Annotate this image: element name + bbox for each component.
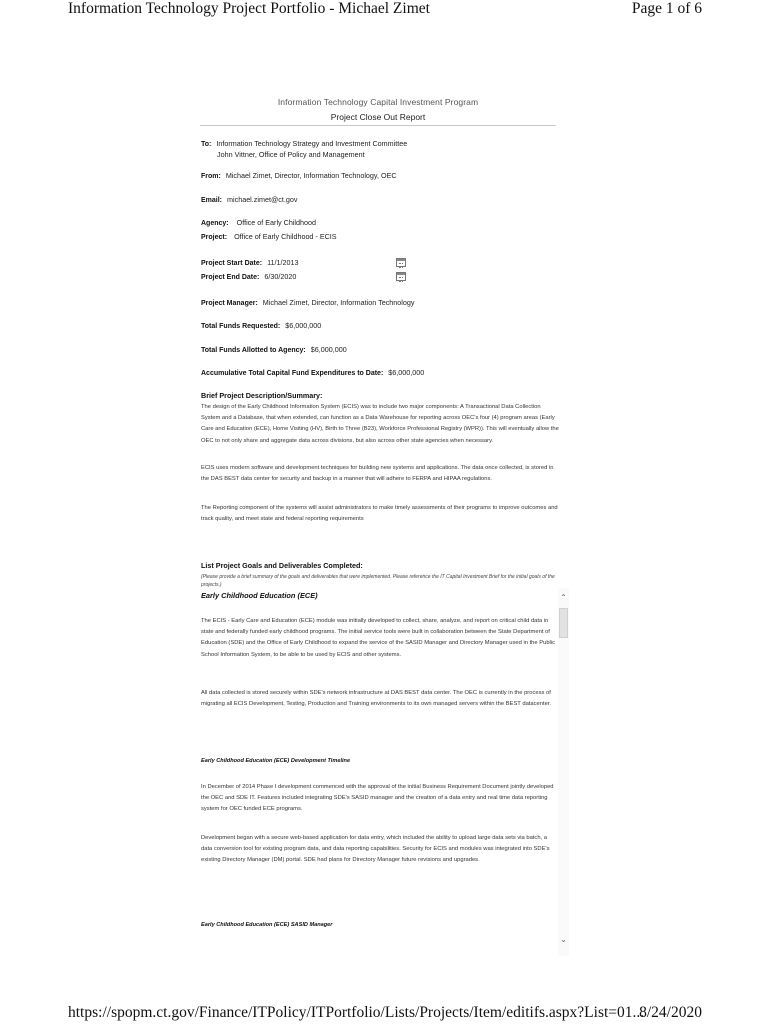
- chevron-up-icon[interactable]: ⌃: [560, 593, 567, 602]
- to-value-line-2: John Vittner, Office of Policy and Management: [217, 150, 365, 159]
- end-date-value: 6/30/2020: [264, 272, 297, 281]
- project-label: Project:: [201, 234, 228, 241]
- ece-timeline-subheading: Early Childhood Education (ECE) Development Timeline: [201, 758, 351, 764]
- print-footer-url: https://spopm.ct.gov/Finance/ITPolicy/ITPortfolio/Lists/Projects/Item/editifs.aspx?List=01...: [68, 1004, 645, 1021]
- expenditures-field: [201, 368, 424, 377]
- ece-paragraph-2: All data collected is stored securely within SDE's network infrastructure at DAS BEST data center. The OEC is currently in the process of migrating all ECIS Development, Testing, Production and Training environments to its own managed servers within the BEST datacenter.: [201, 690, 552, 708]
- from-label: From:: [201, 173, 221, 180]
- description-paragraph-2: ECIS uses modern software and development techniques for building new systems and applications. The data once collected, is stored in the DAS BEST data center for security and backup in a manner that will adhere to FERPA and HIPAA regulations.: [201, 465, 554, 483]
- start-date-value: 11/1/2013: [267, 258, 299, 267]
- goals-note: (Please provide a brief summary of the goals and deliverables that were implemented. Please reference the IT Capital Investment Brief for the initial goals of the projects.): [201, 574, 555, 588]
- agency-label: Agency:: [201, 220, 229, 227]
- print-footer-date: 8/24/2020: [639, 1004, 702, 1021]
- print-header: [68, 0, 702, 22]
- print-header-title: Information Technology Project Portfolio - Michael Zimet: [68, 0, 430, 17]
- description-heading: Brief Project Description/Summary:: [201, 391, 323, 400]
- agency-field: [201, 218, 316, 227]
- title-divider: [200, 125, 556, 126]
- expenditures-value: $6,000,000: [388, 368, 425, 377]
- ece-section-title: Early Childhood Education (ECE): [201, 591, 318, 600]
- to-label: To:: [201, 141, 212, 148]
- report-header: [200, 97, 556, 126]
- print-footer: [68, 1004, 702, 1024]
- email-value: michael.zimet@ct.gov: [227, 195, 298, 204]
- ece-paragraph-4: Development began with a secure web-based application for data entry, which included the ability to upload large data sets via batch, a data conversion tool for existing program data, and data reporting capabilities. Security for ECIS and modules was integrated into SDE's existing Directory Manager (DM) portal. SDE had plans for Directory Manager future revisions and upgrades.: [201, 835, 550, 864]
- from-field: [201, 171, 397, 180]
- ece-sasid-subheading: Early Childhood Education (ECE) SASID Manager: [201, 922, 333, 928]
- description-paragraph-1: The design of the Early Childhood Information System (ECIS) was to include two major components: A Transactional Data Collection System and a Database, that when extended, can function as a Data Warehouse for reporting across OEC's four (4) program areas (Early Care and Education (ECE), Home Visiting (HV), Birth to Three (B23), Workforce Professional Registry (WPR)). This will eventually allow the OEC to not only share and aggregate data across divisions, but also across other state agencies when necessary.: [201, 404, 559, 444]
- email-field: [201, 195, 297, 204]
- scroll-thumb[interactable]: [559, 608, 568, 638]
- calendar-icon[interactable]: [396, 258, 406, 267]
- calendar-icon[interactable]: [396, 272, 406, 281]
- funds-requested-field: [201, 321, 321, 330]
- to-field: [201, 139, 407, 148]
- funds-requested-value: $6,000,000: [285, 321, 322, 330]
- vertical-scrollbar[interactable]: [558, 588, 569, 956]
- project-field: [201, 232, 337, 241]
- funds-allotted-value: $6,000,000: [310, 345, 347, 354]
- end-date-field: [201, 272, 296, 281]
- program-title: Information Technology Capital Investment Program: [277, 97, 479, 107]
- start-date-field: [201, 258, 299, 267]
- print-header-page-number: Page 1 of 6: [631, 0, 702, 17]
- from-value: Michael Zimet, Director, Information Technology, OEC: [225, 171, 397, 180]
- start-date-label: Project Start Date:: [201, 260, 263, 267]
- project-manager-label: Project Manager:: [201, 300, 258, 307]
- project-value: Office of Early Childhood - ECIS: [234, 232, 337, 241]
- end-date-label: Project End Date:: [201, 274, 260, 281]
- project-manager-field: [201, 298, 414, 307]
- goals-rich-text-box[interactable]: [199, 588, 569, 956]
- funds-allotted-field: [201, 345, 347, 354]
- funds-requested-label: Total Funds Requested:: [201, 323, 281, 330]
- funds-allotted-label: Total Funds Allotted to Agency:: [201, 347, 306, 354]
- goals-heading: List Project Goals and Deliverables Completed:: [201, 561, 363, 570]
- project-manager-value: Michael Zimet, Director, Information Technology: [262, 298, 415, 307]
- report-title: Project Close Out Report: [330, 112, 426, 122]
- email-label: Email:: [201, 197, 223, 204]
- ece-paragraph-3: In December of 2014 Phase I development commenced with the approval of the initial Business Requirement Document jointly developed the OEC and SDE IT. Features included integrating SDE's SASID manager and the creation of a data entry and real time data reporting system for OEC funded ECE programs.: [201, 784, 554, 813]
- chevron-down-icon[interactable]: ⌄: [560, 935, 567, 944]
- description-paragraph-3: The Reporting component of the systems will assist administrators to make timely assessments of their programs to improve outcomes and track quality, and meet state and federal reporting requirements: [201, 505, 558, 523]
- expenditures-label: Accumulative Total Capital Fund Expenditures to Date:: [201, 370, 384, 377]
- to-value: Information Technology Strategy and Investment Committee: [216, 139, 408, 148]
- agency-value: Office of Early Childhood: [236, 218, 316, 227]
- ece-paragraph-1: The ECIS - Early Care and Education (ECE) module was initially developed to collect, share, analyze, and report on critical child data in state and federally funded early childhood programs. The initial service tools were built in collaboration between the State Department of Education (SDE) and the Office of Early Childhood to expand the service of the SASID Manager and Directory Manager used in the Public School Information System, to be able to be used by ECIS and other systems.: [201, 618, 556, 658]
